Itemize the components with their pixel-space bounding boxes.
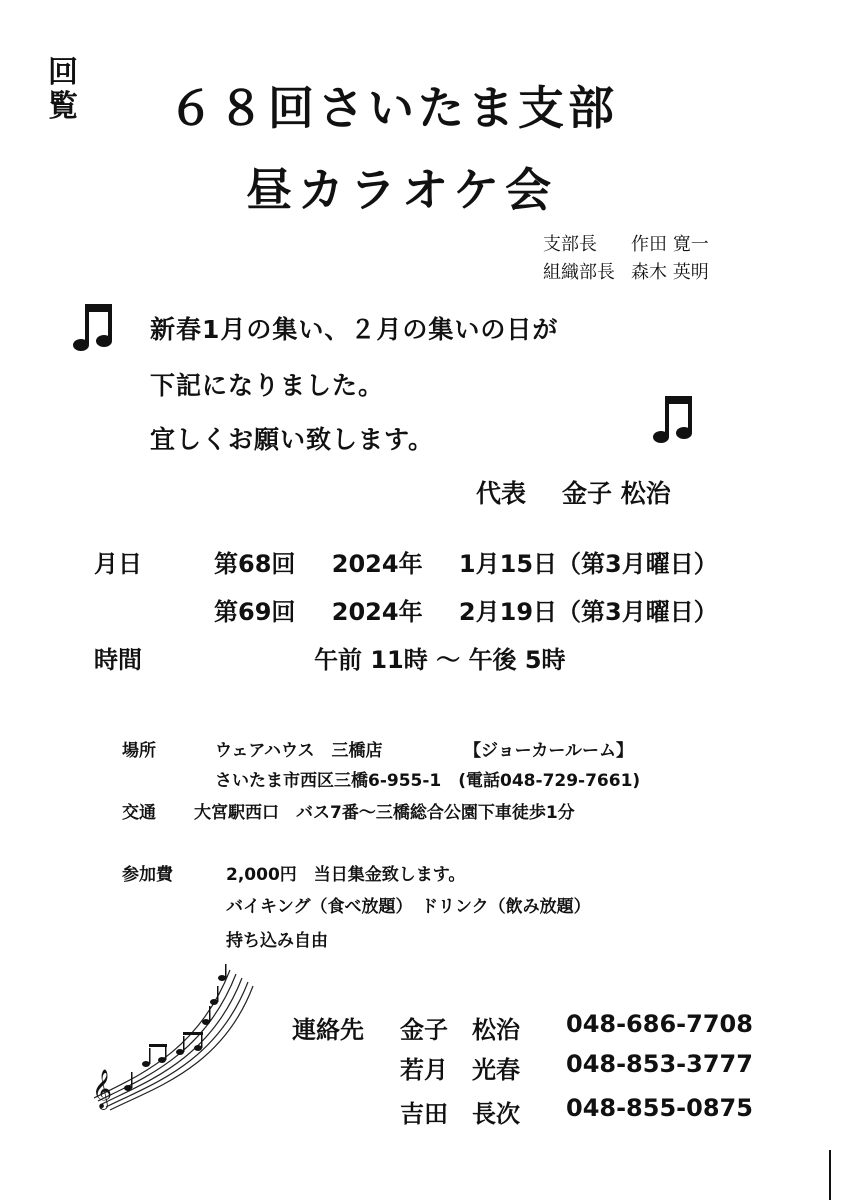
transport-value: 大宮駅西口 バス7番～三橋総合公園下車徒歩1分 xyxy=(194,803,575,823)
message-line-3: 宜しくお願い致します。 xyxy=(150,425,435,454)
date-row xyxy=(214,544,718,579)
page-subtitle: 昼カラオケ会 xyxy=(246,163,558,217)
contact-name: 吉田 長次 xyxy=(400,1100,520,1128)
time-value: 午前 11時 ～ 午後 5時 xyxy=(314,646,566,674)
date-day: 1月15日（第3月曜日） xyxy=(458,550,718,578)
stamp-char-2: 覧 xyxy=(48,89,78,124)
date-session: 第68回 xyxy=(214,550,296,578)
fee-line-2: バイキング（食べ放題） ドリンク（飲み放題） xyxy=(226,897,591,917)
venue-address: さいたま市西区三橋6-955-1 (電話048-729-7661) xyxy=(215,771,641,791)
music-staff-decoration xyxy=(88,960,256,1120)
dates-label: 月日 xyxy=(94,550,142,578)
beamed-notes-icon xyxy=(652,392,698,448)
venue-room: 【ジョーカールーム】 xyxy=(464,741,633,761)
officer-name: 森木 英明 xyxy=(631,262,709,283)
treble-clef-icon: 𝄞 xyxy=(92,1069,113,1109)
officer-branch-head xyxy=(543,230,709,256)
date-day: 2月19日（第3月曜日） xyxy=(458,598,718,626)
fee-line-1: 2,000円 当日集金致します。 xyxy=(226,865,466,885)
stamp-char-1: 回 xyxy=(48,55,78,90)
venue-name: ウェアハウス 三橋店 xyxy=(215,741,383,761)
representative-label: 代表 xyxy=(476,479,527,508)
scan-edge-line xyxy=(829,1150,831,1200)
message-line-1: 新春1月の集い、２月の集いの日が xyxy=(150,315,559,344)
fee-line-3: 持ち込み自由 xyxy=(226,931,328,951)
venue-label: 場所 xyxy=(122,741,156,761)
message-line-2: 下記になりました。 xyxy=(150,371,385,400)
representative xyxy=(476,474,671,510)
transport-label: 交通 xyxy=(122,803,156,823)
date-row xyxy=(214,592,718,627)
time-label: 時間 xyxy=(94,646,142,674)
contact-phone: 048-853-3777 xyxy=(566,1050,753,1078)
officer-org-head xyxy=(543,258,709,284)
officer-role: 支部長 xyxy=(543,234,597,255)
contact-name: 若月 光春 xyxy=(400,1056,520,1084)
contact-phone: 048-855-0875 xyxy=(566,1094,753,1122)
contact-phone: 048-686-7708 xyxy=(566,1010,753,1038)
contact-name: 金子 松治 xyxy=(400,1016,520,1044)
beamed-notes-icon xyxy=(72,300,118,356)
date-year: 2024年 xyxy=(331,550,423,578)
circulation-stamp xyxy=(48,56,88,124)
officer-role: 組織部長 xyxy=(543,262,615,283)
date-session: 第69回 xyxy=(214,598,296,626)
officer-name: 作田 寛一 xyxy=(631,234,709,255)
representative-name: 金子 松治 xyxy=(562,479,671,508)
fee-label: 参加費 xyxy=(122,865,173,885)
contacts-label: 連絡先 xyxy=(292,1016,364,1044)
page-title: ６８回さいたま支部 xyxy=(168,81,618,135)
date-year: 2024年 xyxy=(331,598,423,626)
